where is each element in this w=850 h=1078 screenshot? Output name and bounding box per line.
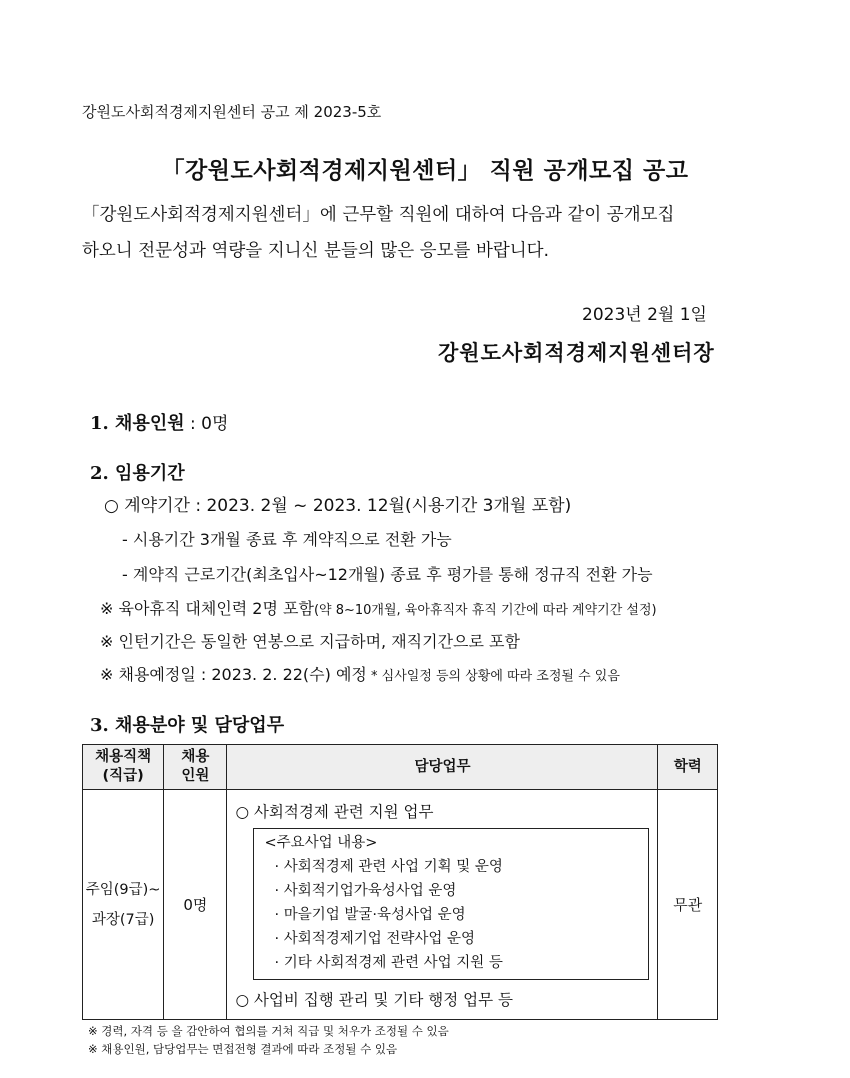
issuer-name: 강원도사회적경제지원센터장 xyxy=(438,340,715,365)
parental-leave-note xyxy=(100,596,657,619)
footnote-1: ※ 경력, 자격 등 을 감안하여 협의를 거쳐 직급 및 처우가 조정될 수 있음 xyxy=(88,1024,449,1038)
table-header-row xyxy=(83,745,718,790)
list-item: · 사회적기업가육성사업 운영 xyxy=(274,883,457,899)
header-education: 학력 xyxy=(658,745,718,790)
table-row xyxy=(83,790,718,1020)
intern-note: ※ 인턴기간은 동일한 연봉으로 지급하며, 재직기간으로 포함 xyxy=(100,632,520,651)
cell-count: 0명 xyxy=(164,790,227,1020)
duty-support: ○ 사회적경제 관련 지원 업무 xyxy=(235,803,434,821)
intro-line-1: 「강원도사회적경제지원센터」에 근무할 직원에 대하여 다음과 같이 공개모집 xyxy=(82,205,675,225)
parental-leave-sub: (약 8~10개월, 육아휴직자 휴직 기간에 따라 계약기간 설정) xyxy=(313,603,657,618)
section-2-heading-text: 2. 임용기간 xyxy=(90,463,185,484)
section-1-value: : 0명 xyxy=(184,414,229,434)
parental-leave-main: ※ 육아휴직 대체인력 2명 포함 xyxy=(100,599,314,618)
hire-date-main: ※ 채용예정일 : 2023. 2. 22(수) 예정 xyxy=(100,665,367,684)
header-count: 채용 인원 xyxy=(164,745,227,790)
page-title: 「강원도사회적경제지원센터」 직원 공개모집 공고 xyxy=(161,157,689,184)
main-projects-box xyxy=(253,828,649,980)
hire-date-note xyxy=(100,662,620,685)
list-item: · 기타 사회적경제 관련 사업 지원 등 xyxy=(274,955,503,971)
cell-duties xyxy=(227,790,658,1020)
list-item: · 사회적경제기업 전략사업 운영 xyxy=(274,931,476,947)
conversion-note: - 계약직 근로기간(최초입사~12개월) 종료 후 평가를 통해 정규직 전환 가능 xyxy=(122,565,653,584)
contract-period: ○ 계약기간 : 2023. 2월 ~ 2023. 12월(시용기간 3개월 포함) xyxy=(104,496,572,516)
section-3-heading-text: 3. 채용분야 및 담당업무 xyxy=(90,715,285,736)
job-table xyxy=(82,744,718,1020)
footnote-2: ※ 채용인원, 담당업무는 면접전형 결과에 따라 조정될 수 있음 xyxy=(88,1042,398,1056)
announcement-date: 2023년 2월 1일 xyxy=(582,305,707,325)
duty-admin: ○ 사업비 집행 관리 및 기타 행정 업무 등 xyxy=(235,991,514,1009)
header-position: 채용직책 (직급) xyxy=(83,745,164,790)
intro-line-2: 하오니 전문성과 역량을 지니신 분들의 많은 응모를 바랍니다. xyxy=(82,241,550,261)
cell-education: 무관 xyxy=(658,790,718,1020)
section-3-heading xyxy=(90,711,284,737)
hire-date-sub: * 심사일정 등의 상황에 따라 조정될 수 있음 xyxy=(366,669,620,684)
probation-note: - 시용기간 3개월 종료 후 계약직으로 전환 가능 xyxy=(122,530,452,549)
notice-number: 강원도사회적경제지원센터 공고 제 2023-5호 xyxy=(82,103,382,121)
intro-paragraph xyxy=(82,197,782,269)
list-item: · 마을기업 발굴·육성사업 운영 xyxy=(274,907,466,923)
section-1-heading: 1. 채용인원 xyxy=(90,413,185,434)
box-title: <주요사업 내용> xyxy=(264,835,378,851)
section-1 xyxy=(90,409,228,435)
section-2-heading xyxy=(90,459,185,485)
header-duties: 담당업무 xyxy=(227,745,658,790)
cell-position: 주임(9급)~ 과장(7급) xyxy=(83,790,164,1020)
list-item: · 사회적경제 관련 사업 기획 및 운영 xyxy=(274,859,503,875)
